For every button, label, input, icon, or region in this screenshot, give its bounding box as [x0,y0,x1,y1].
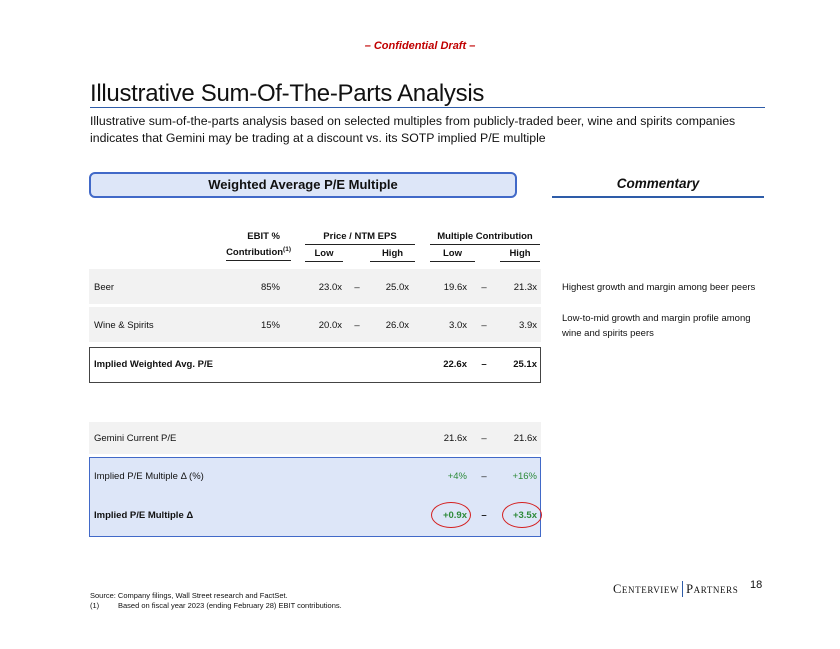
delta-pct-high: +16% [512,471,537,482]
wine-price-low: 20.0x [318,320,342,331]
current-pe-low: 21.6x [443,433,467,444]
section-header-weighted-pe: Weighted Average P/E Multiple [89,172,517,198]
beer-multiple-high: 21.3x [513,282,537,293]
wine-multiple-high: 3.9x [519,320,537,331]
delta-label: Implied P/E Multiple Δ [94,510,194,521]
beer-multiple-low: 19.6x [443,282,467,293]
beer-price-dash: – [354,282,360,293]
logo-right-text: Partners [686,581,739,596]
commentary-header: Commentary [616,176,700,191]
page-title: Illustrative Sum-Of-The-Parts Analysis [90,80,485,107]
company-logo [613,581,738,597]
row-label-beer: Beer [94,282,115,293]
wine-ebit-pct: 15% [260,320,280,331]
wine-multiple-low: 3.0x [449,320,467,331]
logo-left-text: Centerview [613,581,680,596]
header-multiple-contribution: Multiple Contribution [430,231,540,245]
delta-high: +3.5x [512,510,537,521]
delta-dash: – [481,510,487,521]
implied-weighted-low: 22.6x [443,359,467,370]
wine-price-dash: – [354,320,360,331]
commentary-divider [552,196,764,198]
delta-pct-low: +4% [447,471,467,482]
beer-price-high: 25.0x [385,282,409,293]
implied-delta-box [89,457,541,537]
wine-commentary: Low-to-mid growth and margin profile among wine and spirits peers [562,313,751,339]
current-pe-high: 21.6x [513,433,537,444]
implied-weighted-dash: – [481,359,487,370]
implied-weighted-high: 25.1x [513,359,537,370]
beer-multiple-dash: – [481,282,487,293]
beer-commentary: Highest growth and margin among beer peers [562,282,756,293]
current-pe-dash: – [481,433,487,444]
beer-price-low: 23.0x [318,282,342,293]
header-price-low: Low [305,248,343,262]
wine-price-high: 26.0x [385,320,409,331]
delta-pct-label: Implied P/E Multiple Δ (%) [94,471,204,482]
page-number: 18 [750,579,763,591]
beer-ebit-pct: 85% [260,282,280,293]
current-pe-label: Gemini Current P/E [94,433,177,444]
title-divider [90,107,765,108]
header-price-ntm-eps: Price / NTM EPS [305,231,415,245]
header-contribution [200,246,291,261]
footnote-marker: (1) [283,246,291,253]
delta-low: +0.9x [442,510,467,521]
header-contribution-label: Contribution [226,247,284,259]
row-label-wine-spirits: Wine & Spirits [94,320,154,331]
logo-divider [682,581,683,597]
header-ebit-pct: EBIT % [247,231,280,242]
confidential-draft-label: – Confidential Draft – [364,40,476,52]
wine-multiple-dash: – [481,320,487,331]
header-multiple-low: Low [430,248,475,262]
delta-pct-dash: – [481,471,487,482]
source-note: Source: Company filings, Wall Street research and FactSet. [90,591,288,600]
header-multiple-high: High [500,248,540,262]
footnote-text: Based on fiscal year 2023 (ending February 28) EBIT contributions. [118,601,342,610]
page-subtitle: Illustrative sum-of-the-parts analysis based on selected multiples from publicly-traded beer, wine and spirits companies indicates that Gemini may be trading at a discount vs. its SOTP implied P/E multiple [90,114,736,145]
header-price-high: High [370,248,415,262]
footnote-number: (1) [90,601,100,610]
implied-weighted-label: Implied Weighted Avg. P/E [94,359,213,370]
